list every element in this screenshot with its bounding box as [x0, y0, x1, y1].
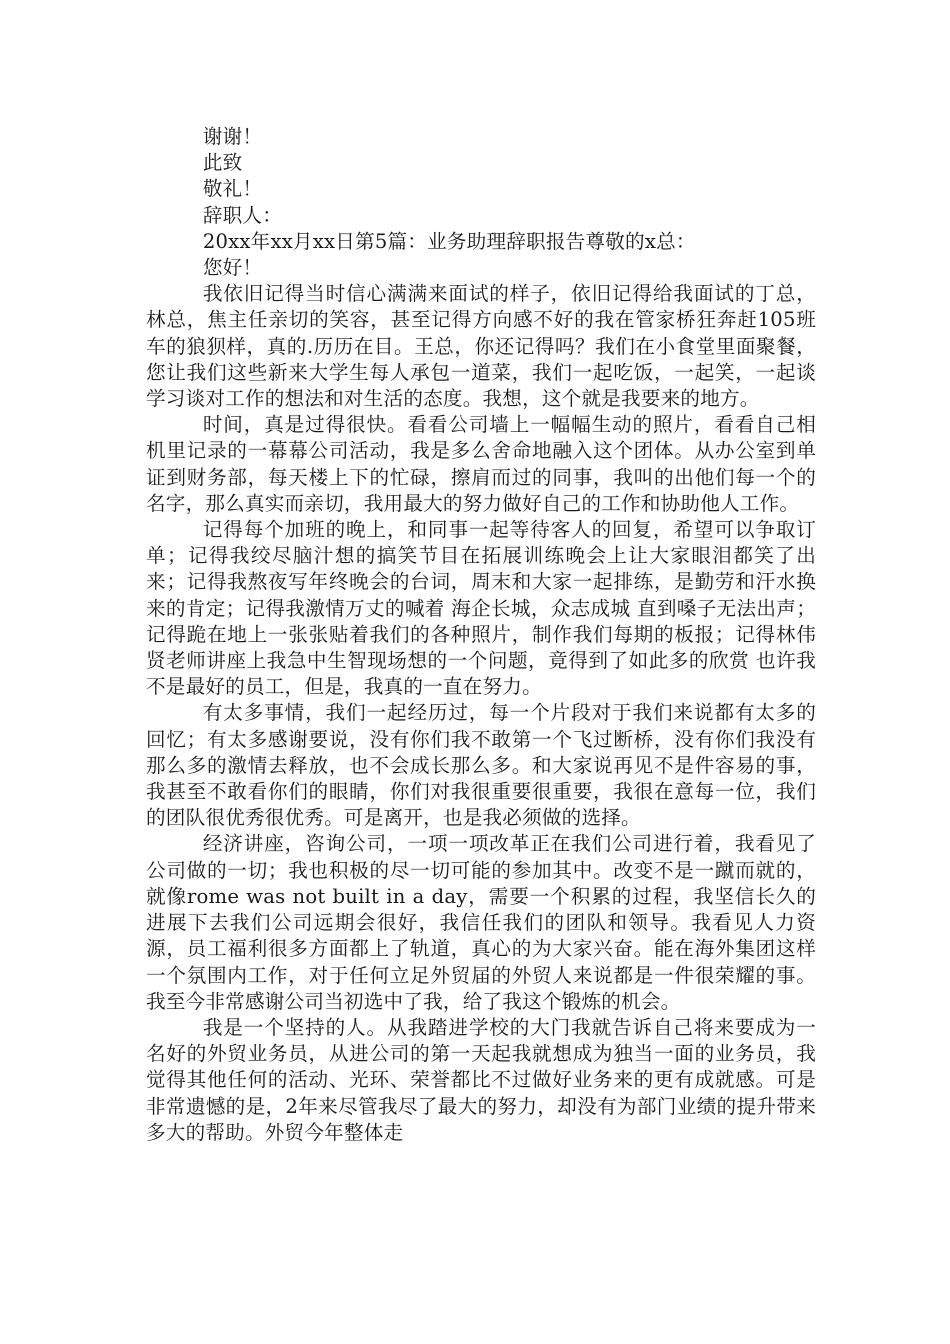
- closing-line-2: 敬礼！: [202, 177, 263, 201]
- paragraph-4: 有太多事情，我们一起经历过，每一个片段对于我们来说都有太多的回忆；有太多感谢要说，没有你们我不敢第一个飞过断桥，没有你们我没有那么多的激情去释放，也不会成长那么多。和大家说再见不是件容易的事，我甚至不敢看你们的眼睛，你们对我很重要很重要，我很在意每一位，我们的团队很优秀很优秀。可是离开，也是我必须做的选择。: [146, 701, 816, 830]
- thanks-line: 谢谢！: [202, 125, 263, 148]
- paragraph-5: 经济讲座，咨询公司，一项一项改革正在我们公司进行着，我看见了公司做的一切；我也积极的尽一切可能的参加其中。改变不是一蹴而就的，就像rome was not built in a day，需要一个积累的过程，我坚信长久的进展下去我们公司远期会很好，我信任我们的团队和领导。我看见人力资源，员工福利很多方面都上了轨道，真心的为大家兴奋。能在海外集团这样一个氛围内工作，对于任何立足外贸届的外贸人来说都是一件很荣耀的事。我至今非常感谢公司当初选中了我，给了我这个锻炼的机会。: [146, 832, 816, 1013]
- paragraph-2: 时间，真是过得很快。看看公司墙上一幅幅生动的照片，看看自己相机里记录的一幕幕公司活动，我是多么舍命地融入这个团体。从办公室到单证到财务部，每天楼上下的忙碌，擦肩而过的同事，我叫的出他们每一个的名字，那么真实而亲切，我用最大的努力做好自己的工作和协助他人工作。: [146, 413, 816, 515]
- signatory-line: 辞职人：: [202, 203, 283, 227]
- letter-body: [146, 124, 816, 1146]
- paragraph-3: 记得每个加班的晚上，和同事一起等待客人的回复，希望可以争取订单；记得我绞尽脑汁想的搞笑节目在拓展训练晚会上让大家眼泪都笑了出来；记得我熬夜写年终晚会的台词，周末和大家一起排练，是勤劳和汗水换来的肯定；记得我激情万丈的喊着 海企长城，众志成城 直到嗓子无法出声；记得跪在地上一张张贴着我们的各种照片，制作我们每期的板报；记得林伟贤老师讲座上我急中生智现场想的一个问题，竟得到了如此多的欣赏 也许我不是最好的员工，但是，我真的一直在努力。: [146, 518, 816, 699]
- date-and-title-line: 20xx年xx月xx日第5篇：业务助理辞职报告尊敬的x总：: [202, 229, 696, 253]
- paragraph-6: 我是一个坚持的人。从我踏进学校的大门我就告诉自己将来要成为一名好的外贸业务员，从进公司的第一天起我就想成为独当一面的业务员，我觉得其他任何的活动、光环、荣誉都比不过做好业务来的更有成就感。可是非常遗憾的是，2年来尽管我尽了最大的努力，却没有为部门业绩的提升带来多大的帮助。外贸今年整体走: [146, 1015, 816, 1144]
- paragraph-1: 我依旧记得当时信心满满来面试的样子，依旧记得给我面试的丁总，林总，焦主任亲切的笑容，甚至记得方向感不好的我在管家桥狂奔赶105班车的狼狈样，真的.历历在目。王总，你还记得吗？我们在小食堂里面聚餐，您让我们这些新来大学生每人承包一道菜，我们一起吃饭，一起笑，一起谈学习谈对工作的想法和对生活的态度。我想，这个就是我要来的地方。: [146, 282, 816, 411]
- closing-line-1: 此致: [202, 151, 243, 175]
- greeting-line: 您好！: [202, 256, 263, 280]
